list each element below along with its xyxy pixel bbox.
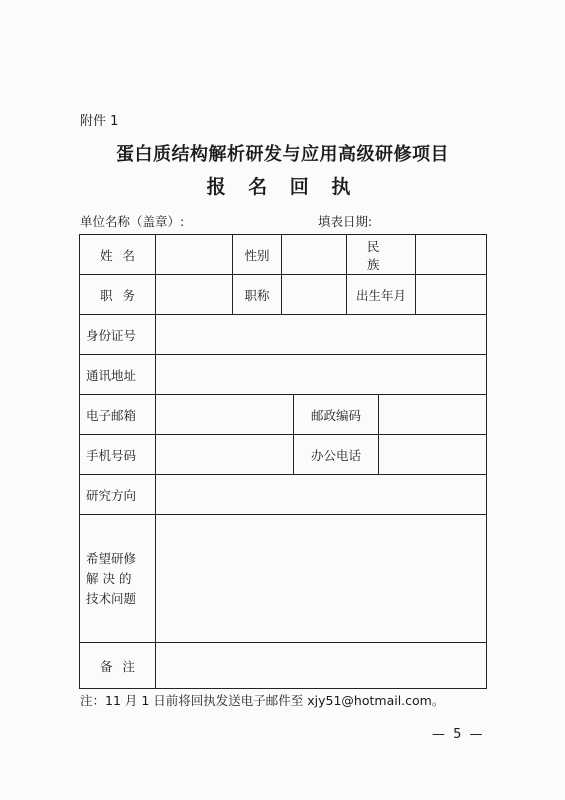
address-field[interactable]: [156, 355, 487, 395]
remarks-label: 备 注: [80, 643, 156, 689]
postcode-field[interactable]: [379, 395, 487, 435]
office-phone-label: 办公电话: [294, 435, 379, 475]
position-field[interactable]: [156, 275, 233, 315]
fill-date-label: 填表日期:: [318, 214, 373, 229]
ethnicity-label: 民 族: [347, 235, 416, 275]
mobile-label: 手机号码: [80, 435, 156, 475]
address-label: 通讯地址: [80, 355, 156, 395]
gender-field[interactable]: [282, 235, 347, 275]
title-field[interactable]: [282, 275, 347, 315]
position-label: 职 务: [80, 275, 156, 315]
office-phone-field[interactable]: [379, 435, 487, 475]
table-row: [80, 315, 487, 355]
unit-name-label: 单位名称（盖章）:: [80, 214, 185, 229]
table-row: [80, 515, 487, 643]
mobile-field[interactable]: [156, 435, 294, 475]
id-number-label: 身份证号: [80, 315, 156, 355]
table-row: [80, 475, 487, 515]
table-row: [80, 643, 487, 689]
issues-label: 希望研修 解 决 的 技术问题: [80, 515, 156, 643]
remarks-field[interactable]: [156, 643, 487, 689]
registration-form-table: [79, 234, 487, 689]
document-subtitle: 报 名 回 执: [206, 176, 359, 198]
gender-label: 性别: [233, 235, 282, 275]
birth-label: 出生年月: [347, 275, 416, 315]
email-field[interactable]: [156, 395, 294, 435]
table-row: [80, 435, 487, 475]
birth-field[interactable]: [416, 275, 487, 315]
ethnicity-field[interactable]: [416, 235, 487, 275]
document-title: 蛋白质结构解析研发与应用高级研修项目: [116, 144, 449, 165]
id-number-field[interactable]: [156, 315, 487, 355]
footnote: 注：11 月 1 日前将回执发送电子邮件至 xjy51@hotmail.com。: [80, 693, 445, 708]
issues-field[interactable]: [156, 515, 487, 643]
research-field[interactable]: [156, 475, 487, 515]
postcode-label: 邮政编码: [294, 395, 379, 435]
research-label: 研究方向: [80, 475, 156, 515]
table-row: [80, 395, 487, 435]
table-row: [80, 235, 487, 275]
page-number: — 5 —: [432, 727, 485, 742]
title-label: 职称: [233, 275, 282, 315]
email-label: 电子邮箱: [80, 395, 156, 435]
name-field[interactable]: [156, 235, 233, 275]
table-row: [80, 275, 487, 315]
name-label: 姓 名: [80, 235, 156, 275]
attachment-label: 附件 1: [80, 114, 119, 129]
table-row: [80, 355, 487, 395]
